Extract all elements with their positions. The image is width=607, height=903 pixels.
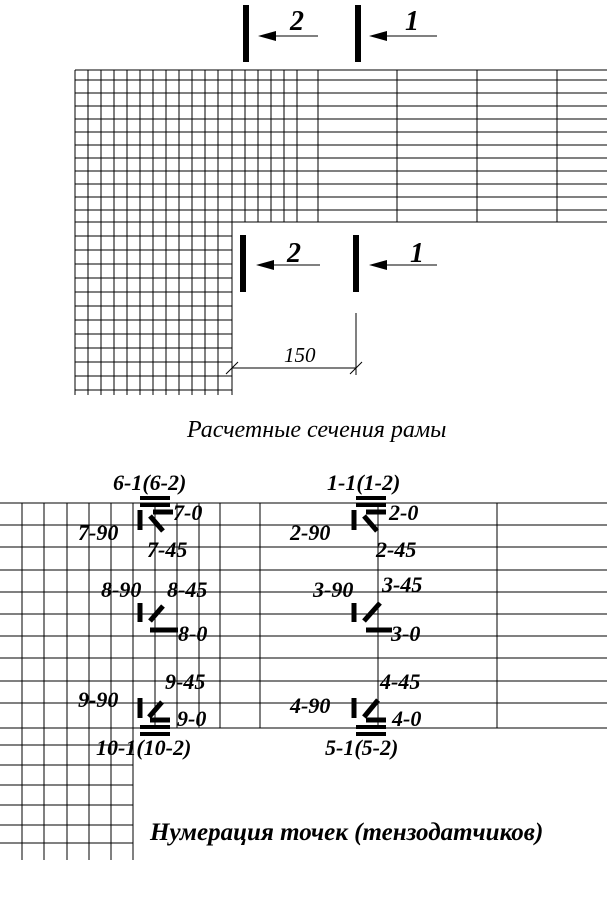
label-7-0: 7-0 <box>173 500 203 525</box>
label-9-45: 9-45 <box>165 669 206 694</box>
label-3-0: 3-0 <box>391 621 421 646</box>
label-9-90: 9-90 <box>78 687 119 712</box>
label-2-90: 2-90 <box>290 520 331 545</box>
section-marker-top-2 <box>243 5 318 62</box>
label-4-45: 4-45 <box>380 669 421 694</box>
label-3-90: 3-90 <box>313 577 354 602</box>
section-label-top-1: 1 <box>405 6 419 37</box>
gauges-left-column <box>140 496 178 736</box>
section-label-bottom-1: 1 <box>410 238 424 269</box>
label-10-1: 10-1(10-2) <box>96 735 192 760</box>
caption-sections: Расчетные сечения рамы <box>187 417 447 443</box>
gauges-right-column <box>354 496 392 736</box>
section-marker-bottom-1 <box>353 235 437 292</box>
label-4-90: 4-90 <box>290 693 331 718</box>
label-6-1: 6-1(6-2) <box>113 470 187 495</box>
frame-mesh-top <box>75 70 607 395</box>
label-7-90: 7-90 <box>78 520 119 545</box>
section-marker-bottom-2 <box>240 235 320 292</box>
label-5-1: 5-1(5-2) <box>325 735 399 760</box>
beam-horizontal-lines <box>75 70 607 222</box>
label-7-45: 7-45 <box>147 537 188 562</box>
section-marker-top-1 <box>355 5 437 62</box>
label-2-45: 2-45 <box>376 537 417 562</box>
label-8-45: 8-45 <box>167 577 208 602</box>
section-label-top-2: 2 <box>290 6 304 37</box>
label-3-45: 3-45 <box>382 572 423 597</box>
dimension-150 <box>226 298 362 375</box>
label-8-0: 8-0 <box>178 621 208 646</box>
caption-gauge-numbering: Нумерация точек (тензодатчиков) <box>150 819 544 846</box>
labels-left-column <box>78 470 207 760</box>
dimension-value: 150 <box>284 343 316 367</box>
label-4-0: 4-0 <box>392 706 422 731</box>
label-8-90: 8-90 <box>101 577 142 602</box>
label-9-0: 9-0 <box>177 706 207 731</box>
section-label-bottom-2: 2 <box>287 238 301 269</box>
frame-mesh-bottom <box>0 503 607 860</box>
label-1-1: 1-1(1-2) <box>327 470 401 495</box>
label-2-0: 2-0 <box>389 500 419 525</box>
